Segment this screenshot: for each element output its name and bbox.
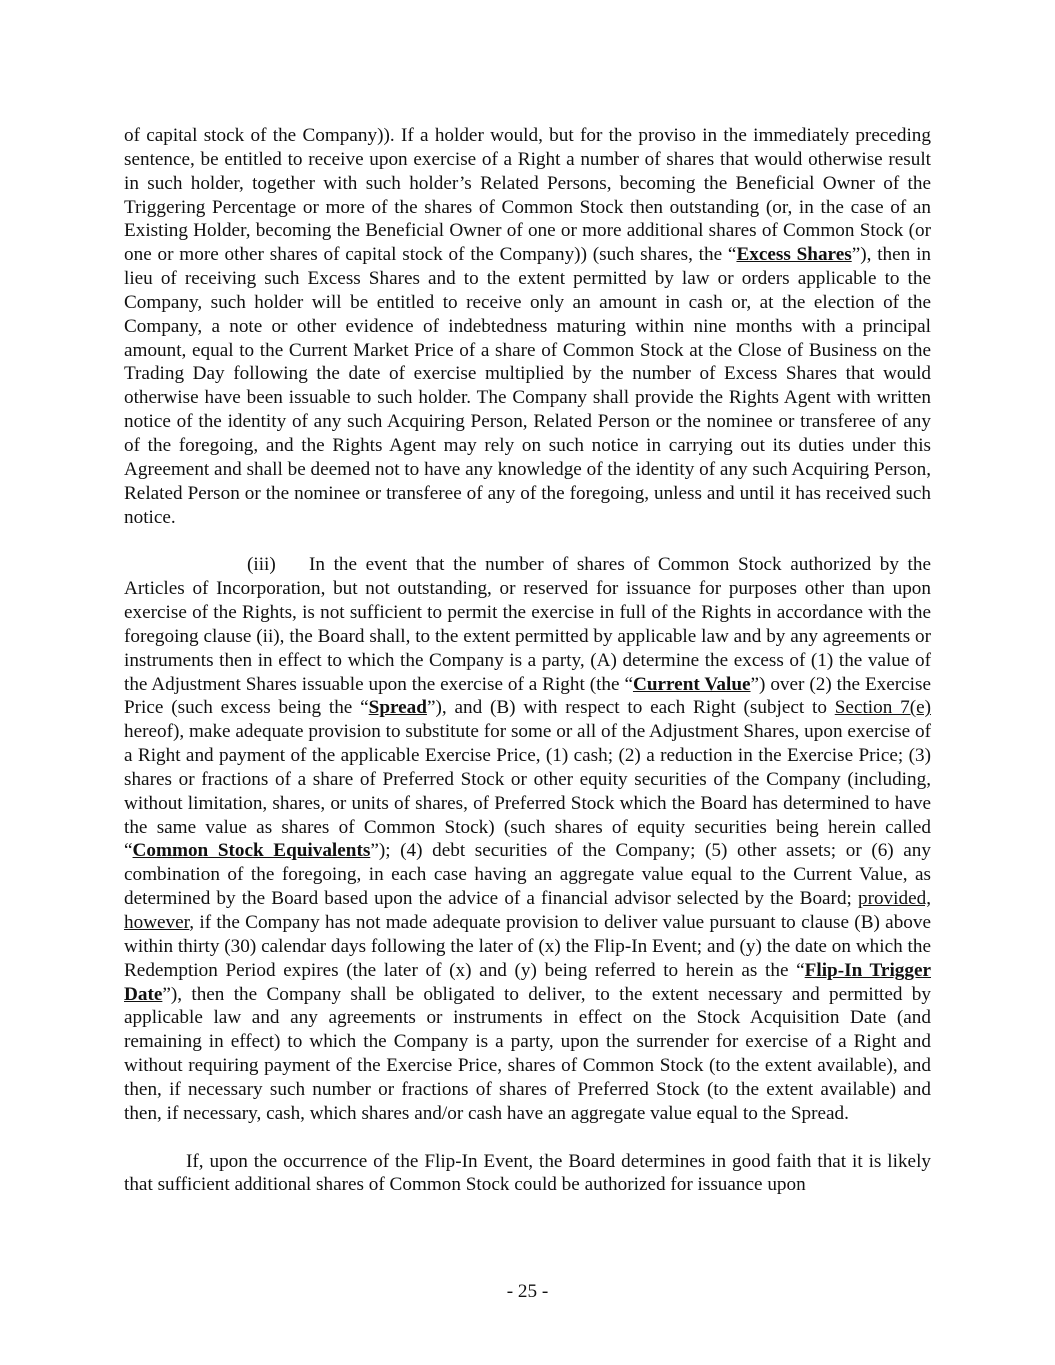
paragraph-clause-iii: [124, 553, 931, 1125]
proviso-reference: provided, however: [124, 888, 931, 933]
text-run: hereof), make adequate provision to substitute for some or all of the Adjustment Shares, upon exercise of a Right and payment of the applicable Exercise Price, (1) cash; (2) a reduction in the Exercise Price; (3) shares or fractions of a share of Preferred Stock or other equity securities of the Company (including, without limitation, shares, or units of shares, of Preferred Stock which the Board has determined to have the same value as shares of Common Stock) (such shares of equity securities being herein called “: [124, 721, 931, 862]
text-run: ”), and (B) with respect to each Right (subject to: [426, 697, 835, 719]
text-run: , if the Company has not made adequate provision to deliver value pursuant to clause (B) above within thirty (30) calendar days following the later of (x) the Flip-In Event; and (y) the date on which the Redemption Period expires (the later of (x) and (y) being referred to herein as the “: [124, 912, 931, 981]
defined-term-excess-shares: Excess Shares: [736, 244, 852, 266]
text-run: In the event that the number of shares of Common Stock authorized by the Articles of Incorporation, but not outstanding, or reserved for issuance for purposes other than upon exercise of the Rights, is not sufficient to permit the exercise in full of the Rights in accordance with the foregoing clause (ii), the Board shall, to the extent permitted by applicable law and by any agreements or instruments then in effect to which the Company is a party, (A) determine the excess of (1) the value of the Adjustment Shares issuable upon the exercise of a Right (the “: [124, 554, 931, 695]
text-run: ”), then the Company shall be obligated to deliver, to the extent necessary and permitted by applicable law and any agreements or instruments in effect on the Stock Acquisition Date (and remaining in effect) to which the Company is a party, upon the surrender for exercise of a Right and without requiring payment of the Exercise Price, shares of Common Stock (to the extent available), and then, if necessary such number or fractions of shares of Preferred Stock (to the extent available) and then, if necessary, cash, which shares and/or cash have an aggregate value equal to the Spread.: [124, 983, 931, 1124]
text-run: ”); (4) debt securities of the Company; (5) other assets; or (6) any combination of the foregoing, in each case having an aggregate value equal to the Current Value, as determined by the Board based upon the advice of a financial advisor selected by the Board;: [124, 840, 931, 910]
text-run: If, upon the occurrence of the Flip-In Event, the Board determines in good faith that it is likely that sufficient additional shares of Common Stock could be authorized for issuance upon: [124, 1150, 931, 1196]
clause-number: (iii): [247, 554, 276, 576]
text-run: ”), then in lieu of receiving such Excess Shares and to the extent permitted by law or orders applicable to the Company, such holder will be entitled to receive only an amount in cash or, at the election of the Company, a note or other evidence of indebtedness maturing within nine months with a principal amount, equal to the Current Market Price of a share of Common Stock at the Close of Business on the Trading Day following the date of exercise multiplied by the number of Excess Shares that would otherwise have been issuable to such holder. The Company shall provide the Rights Agent with written notice of the identity of any such Acquiring Person, Related Person or the nominee or transferee of any of the foregoing, and the Rights Agent may rely on such notice in carrying out its duties under this Agreement and shall be deemed not to have any knowledge of the identity of any such Acquiring Person, Related Person or the nominee or transferee of any of the foregoing, unless and until it has received such notice.: [124, 244, 931, 528]
paragraph-excess-shares: [124, 124, 931, 529]
defined-term-spread: Spread: [368, 697, 427, 719]
defined-term-common-stock-equivalents: Common Stock Equivalents: [132, 840, 371, 862]
page-number: - 25 -: [506, 1281, 549, 1302]
text-run: ”) over (2) the Exercise Price (such excess being the “: [124, 673, 932, 719]
paragraph-flip-in-event: [124, 1150, 931, 1198]
defined-term-current-value: Current Value: [632, 673, 751, 695]
section-reference: Section 7(e): [834, 697, 931, 719]
text-run: of capital stock of the Company)). If a holder would, but for the proviso in the immediately preceding sentence, be entitled to receive upon exercise of a Right a number of shares that would otherwise result in such holder, together with such holder’s Related Persons, becoming the Beneficial Owner of the Triggering Percentage or more of the shares of Common Stock then outstanding (or, in the case of an Existing Holder, becoming the Beneficial Owner of one or more additional shares of Common Stock (or one or more other shares of capital stock of the Company)) (such shares, the “: [124, 125, 931, 266]
defined-term-flip-in-trigger-date: Flip-In Trigger Date: [124, 959, 931, 1005]
document-page: [124, 124, 931, 1197]
